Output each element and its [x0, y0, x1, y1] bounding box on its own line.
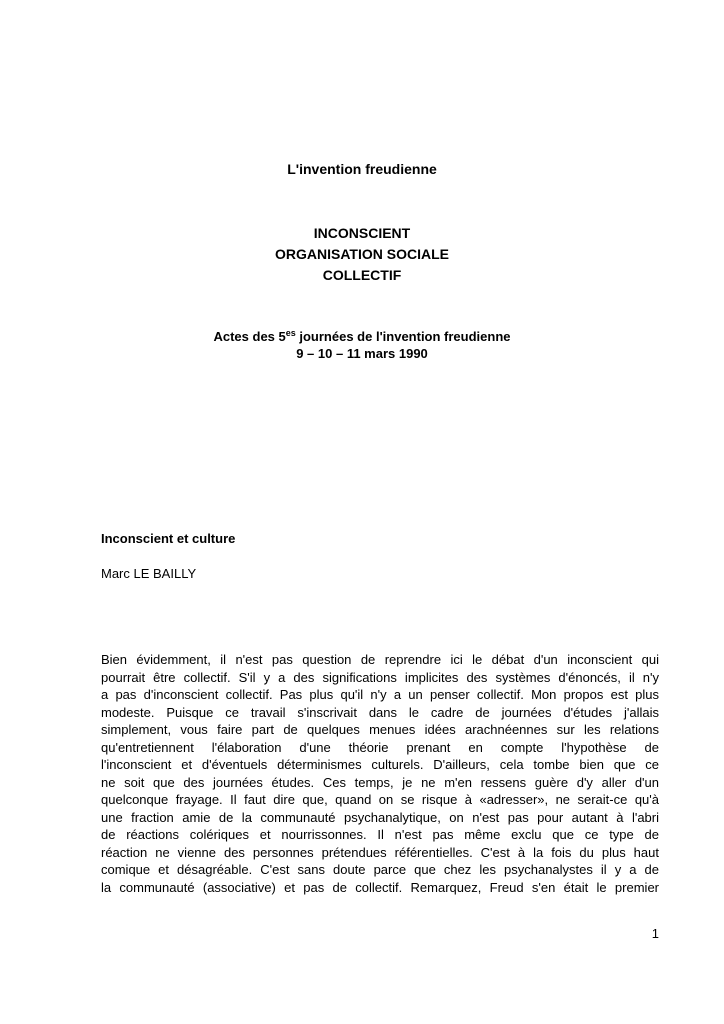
body-line: ne soit que des journées études. Ces temps, je ne m'en ressens guère d'y aller d'un — [101, 774, 659, 790]
body-line: simplement, vous faire part de quelques menues idées arachnéennes sur les relations — [101, 722, 659, 737]
body-line: l'inconscient et d'éventuels déterminismes culturels. D'ailleurs, cela tombe bien que ce — [101, 757, 659, 772]
proceedings-info — [0, 328, 724, 362]
proceedings-prefix: Actes des 5 — [213, 329, 286, 344]
article-title: Inconscient et culture — [101, 531, 236, 546]
title-line: COLLECTIF — [322, 267, 402, 283]
body-line: réaction ne vienne des personnes prétendues référentielles. C'est à la fois du plus haut — [101, 844, 659, 860]
body-line: la communauté (associative) et pas de collectif. Remarquez, Freud s'en était le premier — [101, 879, 659, 895]
body-line: a pas d'inconscient collectif. Pas plus qu'il n'y a un penser collectif. Mon propos est plus — [101, 687, 659, 702]
article-body — [101, 651, 659, 896]
main-title — [0, 223, 724, 286]
body-line: une fraction amie de la communauté psychanalytique, on n'est pas pour autant à l'abri — [101, 809, 659, 825]
body-line: pourrait être collectif. S'il y a des significations implicites des systèmes d'énoncés, il n'y — [101, 669, 659, 685]
title-line: ORGANISATION SOCIALE — [275, 246, 449, 262]
page-number: 1 — [651, 926, 659, 941]
article-author: Marc LE BAILLY — [101, 566, 197, 581]
proceedings-line — [0, 328, 724, 345]
title-line: INCONSCIENT — [313, 225, 411, 241]
body-line: Bien évidemment, il n'est pas question de reprendre ici le débat d'un inconscient qui — [101, 652, 659, 667]
body-line: modeste. Puisque ce travail s'inscrivait dans le cadre de journées d'études j'allais — [101, 704, 659, 720]
series-title: L'invention freudienne — [287, 161, 437, 177]
proceedings-dates: 9 – 10 – 11 mars 1990 — [296, 346, 428, 361]
proceedings-suffix: journées de l'invention freudienne — [295, 329, 511, 344]
proceedings-superscript: es — [285, 328, 296, 338]
body-line: de réactions colériques et nourrissonnes. Il n'est pas même exclu que ce type de — [101, 827, 659, 842]
body-line: quelconque frayage. Il faut dire que, quand on se risque à «adresser», ne serait-ce qu'à — [101, 792, 659, 807]
body-line: qu'entretiennent l'élaboration d'une théorie prenant en compte l'hypothèse de — [101, 739, 659, 755]
body-line: comique et désagréable. C'est sans doute parce que chez les psychanalystes il y a de — [101, 862, 659, 877]
